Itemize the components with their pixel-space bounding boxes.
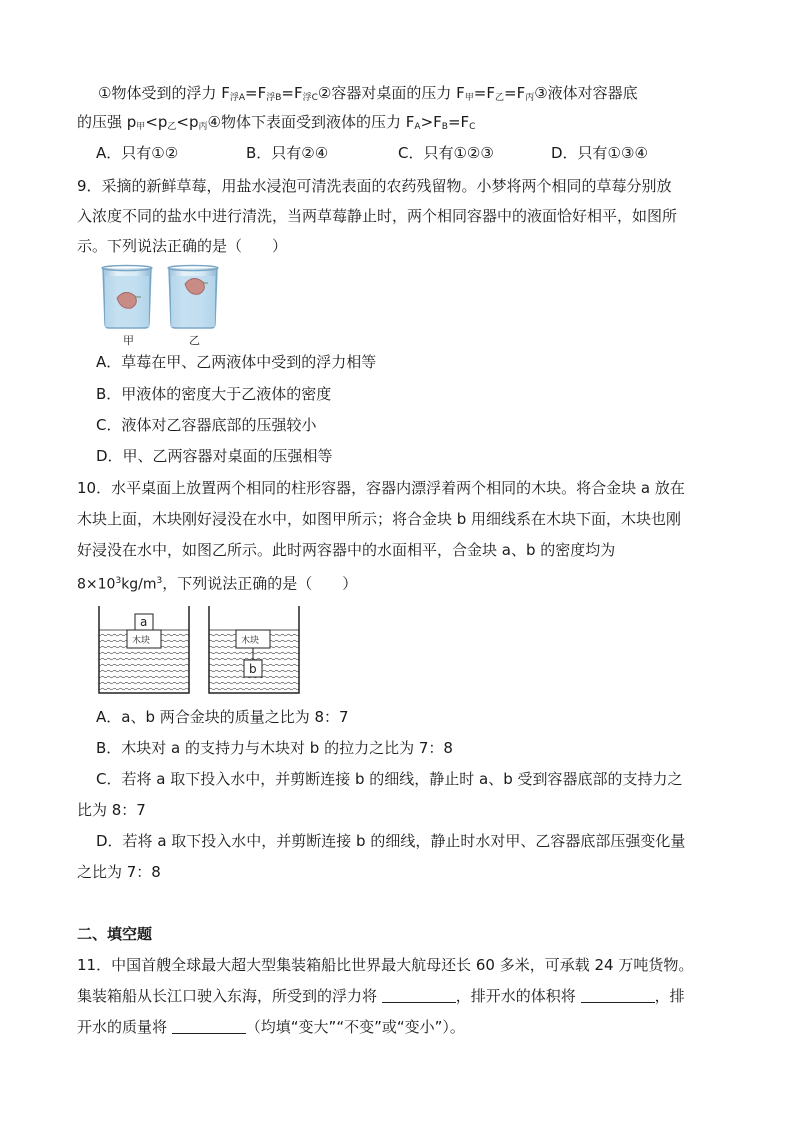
q8-text: ①物体受到的浮力 F (98, 84, 230, 102)
figure-label-jia: 甲 (123, 334, 134, 347)
section-heading: 二、填空题 (77, 925, 153, 943)
q11-text: 开水的质量将 (77, 1018, 172, 1036)
density-unit-exponent: 3 (156, 576, 163, 586)
q8-subscript: 丙 (198, 122, 208, 132)
density-unit: kg/m (121, 576, 157, 593)
q8-text: <p (176, 113, 199, 131)
q9-option-c: C．液体对乙容器底部的压强较小 (96, 416, 317, 434)
q8-subscript: 浮C (302, 93, 318, 103)
q8-subscript: A (414, 122, 421, 132)
q9-beakers-figure (95, 262, 245, 348)
q10-option-c-line-1: C．若将 a 取下投入水中，并剪断连接 b 的细线，静止时 a、b 受到容器底部的支持力之 (96, 770, 683, 788)
q8-option-d: D．只有①③④ (551, 144, 648, 162)
q8-subscript: 浮A (229, 93, 246, 103)
figure-label-yi: 乙 (189, 334, 200, 347)
q10-option-d-line-1: D．若将 a 取下投入水中，并剪断连接 b 的细线，静止时水对甲、乙容器底部压强变化量 (96, 832, 686, 850)
q9-option-b: B．甲液体的密度大于乙液体的密度 (96, 385, 332, 403)
q8-text: ③液体对容器底 (534, 84, 638, 102)
block-label: 木块 (132, 636, 151, 646)
q11-text: （均填“变大”“不变”或“变小”）。 (245, 1018, 465, 1036)
q8-text: =F (245, 84, 267, 102)
q11-text: 集装箱船从长江口驶入东海，所受到的浮力将 (77, 987, 382, 1005)
q8-subscript: 乙 (495, 93, 505, 103)
q11-line-1: 11．中国首艘全球最大超大型集装箱船比世界最大航母还长 60 多米，可承载 24 万吨货物。 (77, 956, 694, 974)
q11-text: ，排 (654, 987, 685, 1005)
container-jia (99, 606, 189, 693)
q8-text: 的压强 p (77, 113, 137, 131)
q10-option-a: A．a、b 两合金块的质量之比为 8：7 (96, 708, 349, 726)
q8-option-b: B．只有②④ (246, 144, 329, 162)
q8-subscript: 甲 (464, 93, 474, 103)
q8-option-a: A．只有①② (96, 144, 179, 162)
q8-subscript: B (441, 122, 448, 132)
container-yi (209, 606, 299, 693)
q11-text: ，排开水的体积将 (455, 987, 581, 1005)
q8-subscript: 丙 (525, 93, 535, 103)
q10-stem-line-1: 10．水平桌面上放置两个相同的柱形容器，容器内漂浮着两个相同的木块。将合金块 a 放在 (77, 479, 685, 497)
q9-stem-line-3: 示。下列说法正确的是（ ） (77, 237, 288, 255)
q9-stem-line-1: 9．采摘的新鲜草莓，用盐水浸泡可清洗表面的农药残留物。小梦将两个相同的草莓分别放 (77, 177, 672, 195)
q11-line-2 (77, 986, 685, 1006)
q8-subscript: 乙 (167, 122, 177, 132)
q8-text: ②容器对桌面的压力 F (317, 84, 465, 102)
beaker-jia (102, 266, 152, 329)
answer-blank-buoyancy[interactable] (382, 986, 456, 1003)
q10-containers-figure (95, 602, 305, 697)
q8-text: <p (145, 113, 168, 131)
q10-stem-tail: ，下列说法正确的是（ ） (162, 574, 358, 593)
q10-option-c-line-2: 比为 8：7 (77, 801, 146, 819)
answer-blank-mass[interactable] (172, 1017, 246, 1034)
beaker-yi (168, 266, 218, 329)
q9-stem-line-2: 入浓度不同的盐水中进行清洗，当两草莓静止时，两个相同容器中的液面恰好相平，如图所 (77, 207, 678, 225)
alloy-b-label: b (249, 662, 257, 676)
q8-text: =F (447, 113, 470, 131)
density-exponent: 3 (115, 576, 122, 586)
q10-stem-line-4 (77, 571, 357, 595)
q8-statement-line-2 (77, 112, 475, 137)
q8-text: =F (504, 84, 526, 102)
q10-option-b: B．木块对 a 的支持力与木块对 b 的拉力之比为 7：8 (96, 739, 453, 757)
q8-text: ④物体下表面受到液体的压力 F (207, 113, 415, 131)
q8-text: =F (281, 84, 303, 102)
q8-subscript: 浮B (266, 93, 282, 103)
q8-subscript: C (469, 122, 476, 132)
q8-text: =F (473, 84, 495, 102)
q9-option-a: A．草莓在甲、乙两液体中受到的浮力相等 (96, 353, 377, 371)
q8-text: >F (420, 113, 442, 131)
q8-options (96, 143, 648, 163)
density-value: 8×10 (77, 576, 116, 593)
q9-option-d: D．甲、乙两容器对桌面的压强相等 (96, 447, 333, 465)
q10-stem-line-2: 木块上面，木块刚好浸没在水中，如图甲所示；将合金块 b 用细线系在木块下面，木块也刚 (77, 510, 682, 528)
block-label: 木块 (241, 636, 260, 646)
q8-subscript: 甲 (136, 122, 146, 132)
answer-blank-volume[interactable] (581, 986, 655, 1003)
q11-line-3 (77, 1017, 465, 1037)
q8-option-c: C．只有①②③ (398, 144, 494, 162)
alloy-a-label: a (140, 615, 148, 629)
q10-stem-line-3: 好浸没在水中，如图乙所示。此时两容器中的水面相平，合金块 a、b 的密度均为 (77, 541, 616, 559)
q8-statement-line-1 (98, 83, 638, 108)
q10-option-d-line-2: 之比为 7：8 (77, 863, 161, 881)
